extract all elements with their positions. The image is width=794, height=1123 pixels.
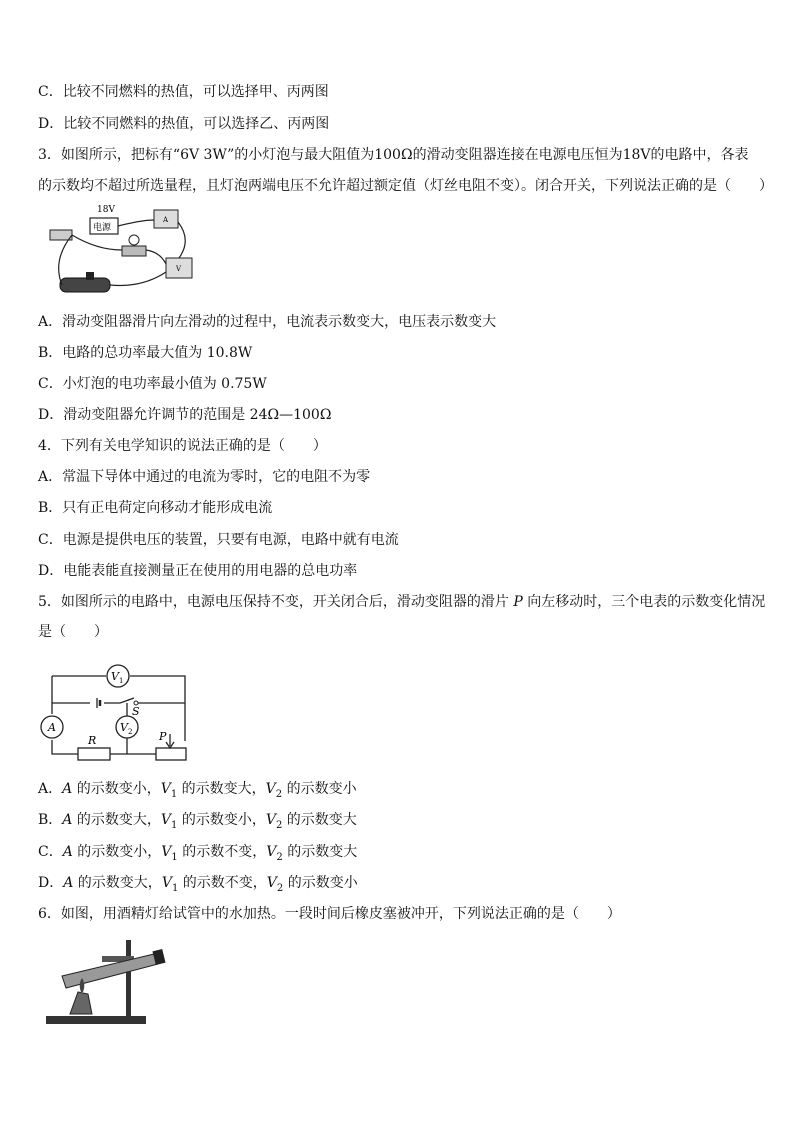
q5-slider-label: P bbox=[159, 730, 167, 743]
voltmeter-sub: 1 bbox=[171, 851, 178, 863]
voltmeter-sub: 2 bbox=[275, 788, 283, 800]
q5-v2-label: V bbox=[120, 721, 128, 734]
q3-rheostat-slider bbox=[86, 272, 94, 280]
q5-switch-label: S bbox=[132, 705, 140, 718]
q3-option-d: D．滑动变阻器允许调节的范围是 24Ω—100Ω bbox=[38, 407, 332, 423]
q4-stem: 4．下列有关电学知识的说法正确的是（ ） bbox=[38, 438, 327, 454]
q6-stand-rod bbox=[126, 940, 131, 1018]
q5-v2-sub: 2 bbox=[128, 728, 133, 736]
q3-option-c: C．小灯泡的电功率最小值为 0.75W bbox=[38, 376, 267, 392]
q5-option-a bbox=[38, 779, 357, 805]
q5-ammeter-label: A bbox=[48, 721, 56, 734]
option-text: 的示数变大 bbox=[282, 844, 358, 860]
q5-stem-var-p: P bbox=[513, 594, 523, 610]
option-text: 的示数变小 bbox=[282, 781, 357, 797]
q2-option-d: D．比较不同燃料的热值，可以选择乙、丙两图 bbox=[38, 116, 330, 132]
voltmeter-var: V bbox=[266, 844, 277, 860]
voltmeter-sub: 2 bbox=[276, 882, 284, 894]
q3-bulb-icon bbox=[129, 235, 139, 245]
q3-rheostat bbox=[60, 278, 110, 292]
voltmeter-var: V bbox=[161, 875, 172, 891]
option-text: 的示数变大， bbox=[73, 875, 162, 891]
voltmeter-var: V bbox=[265, 812, 276, 828]
ammeter-var: A bbox=[63, 875, 74, 891]
q6-apparatus-figure bbox=[42, 932, 182, 1028]
voltmeter-sub: 1 bbox=[171, 819, 178, 831]
q4-option-d: D．电能表能直接测量正在使用的用电器的总电功率 bbox=[38, 563, 358, 579]
q5-stem-text-a: 5．如图所示的电路中，电源电压保持不变，开关闭合后，滑动变阻器的滑片 bbox=[38, 594, 514, 610]
option-prefix: B． bbox=[38, 812, 63, 828]
option-prefix: A． bbox=[38, 781, 63, 797]
q2-option-c: C．比较不同燃料的热值，可以选择甲、丙两图 bbox=[38, 84, 329, 100]
ammeter-var: A bbox=[62, 844, 73, 860]
q5-stem-text-b: 向左移动时，三个电表的示数变化情况 bbox=[522, 594, 766, 610]
option-text: 的示数不变， bbox=[177, 844, 267, 860]
voltmeter-sub: 1 bbox=[170, 788, 178, 800]
q3-option-b: B．电路的总功率最大值为 10.8W bbox=[38, 345, 253, 361]
option-text: 的示数变小 bbox=[283, 875, 358, 891]
voltmeter-var: V bbox=[160, 781, 171, 797]
option-text: 的示数变大， bbox=[177, 781, 266, 797]
q5-resistor-r bbox=[78, 748, 110, 760]
q3-circuit-figure bbox=[42, 200, 202, 302]
q4-option-a: A．常温下导体中通过的电流为零时，它的电阻不为零 bbox=[38, 469, 371, 485]
voltmeter-var: V bbox=[265, 781, 276, 797]
voltmeter-var: V bbox=[160, 812, 171, 828]
option-text: 的示数变小， bbox=[72, 781, 161, 797]
q6-stem: 6．如图，用酒精灯给试管中的水加热。一段时间后橡皮塞被冲开，下列说法正确的是（ ） bbox=[38, 906, 621, 922]
option-text: 的示数变小， bbox=[72, 844, 162, 860]
q3-power-label: 电源 bbox=[93, 223, 112, 233]
q5-circuit-figure bbox=[38, 658, 198, 762]
option-prefix: D． bbox=[38, 875, 64, 891]
q3-bulb-base bbox=[122, 246, 146, 256]
option-text: 的示数变大 bbox=[282, 812, 357, 828]
voltmeter-sub: 2 bbox=[276, 851, 283, 863]
q3-stem-line2: 的示数均不超过所选量程，且灯泡两端电压不允许超过额定值（灯丝电阻不变）。闭合开关，下列说法正确的是（ ） bbox=[38, 178, 773, 194]
q3-stem-line1: 3．如图所示，把标有“6V 3W”的小灯泡与最大阻值为100Ω的滑动变阻器连接在电源电压恒为18V的电路中，各表 bbox=[38, 147, 749, 163]
q5-option-d bbox=[38, 873, 358, 899]
q5-v1-sub: 1 bbox=[119, 677, 124, 685]
q5-option-c bbox=[38, 842, 357, 868]
voltmeter-sub: 1 bbox=[171, 882, 179, 894]
q6-alcohol-lamp bbox=[70, 992, 92, 1014]
q3-voltage-label: 18V bbox=[97, 205, 115, 215]
voltmeter-sub: 2 bbox=[275, 819, 283, 831]
option-prefix: C． bbox=[38, 844, 63, 860]
option-text: 的示数变小， bbox=[177, 812, 266, 828]
q5-v1-label: V bbox=[111, 670, 119, 683]
q3-option-a: A．滑动变阻器滑片向左滑动的过程中，电流表示数变大，电压表示数变大 bbox=[38, 314, 497, 330]
voltmeter-var: V bbox=[161, 844, 172, 860]
voltmeter-var: V bbox=[266, 875, 277, 891]
ammeter-var: A bbox=[62, 812, 73, 828]
q5-rheostat bbox=[156, 748, 186, 760]
q3-voltmeter-label: V bbox=[176, 265, 182, 273]
option-text: 的示数不变， bbox=[178, 875, 267, 891]
ammeter-var: A bbox=[62, 781, 73, 797]
q5-stem-line1 bbox=[38, 592, 765, 612]
q5-slider-arrow bbox=[166, 734, 174, 748]
q3-ammeter-label: A bbox=[163, 216, 169, 224]
option-text: 的示数变大， bbox=[72, 812, 161, 828]
q5-option-b bbox=[38, 810, 357, 836]
q4-option-b: B．只有正电荷定向移动才能形成电流 bbox=[38, 500, 273, 516]
q5-resistor-label: R bbox=[88, 734, 97, 747]
q5-stem-line2: 是（ ） bbox=[38, 624, 108, 640]
q4-option-c: C．电源是提供电压的装置，只要有电源，电路中就有电流 bbox=[38, 532, 399, 548]
